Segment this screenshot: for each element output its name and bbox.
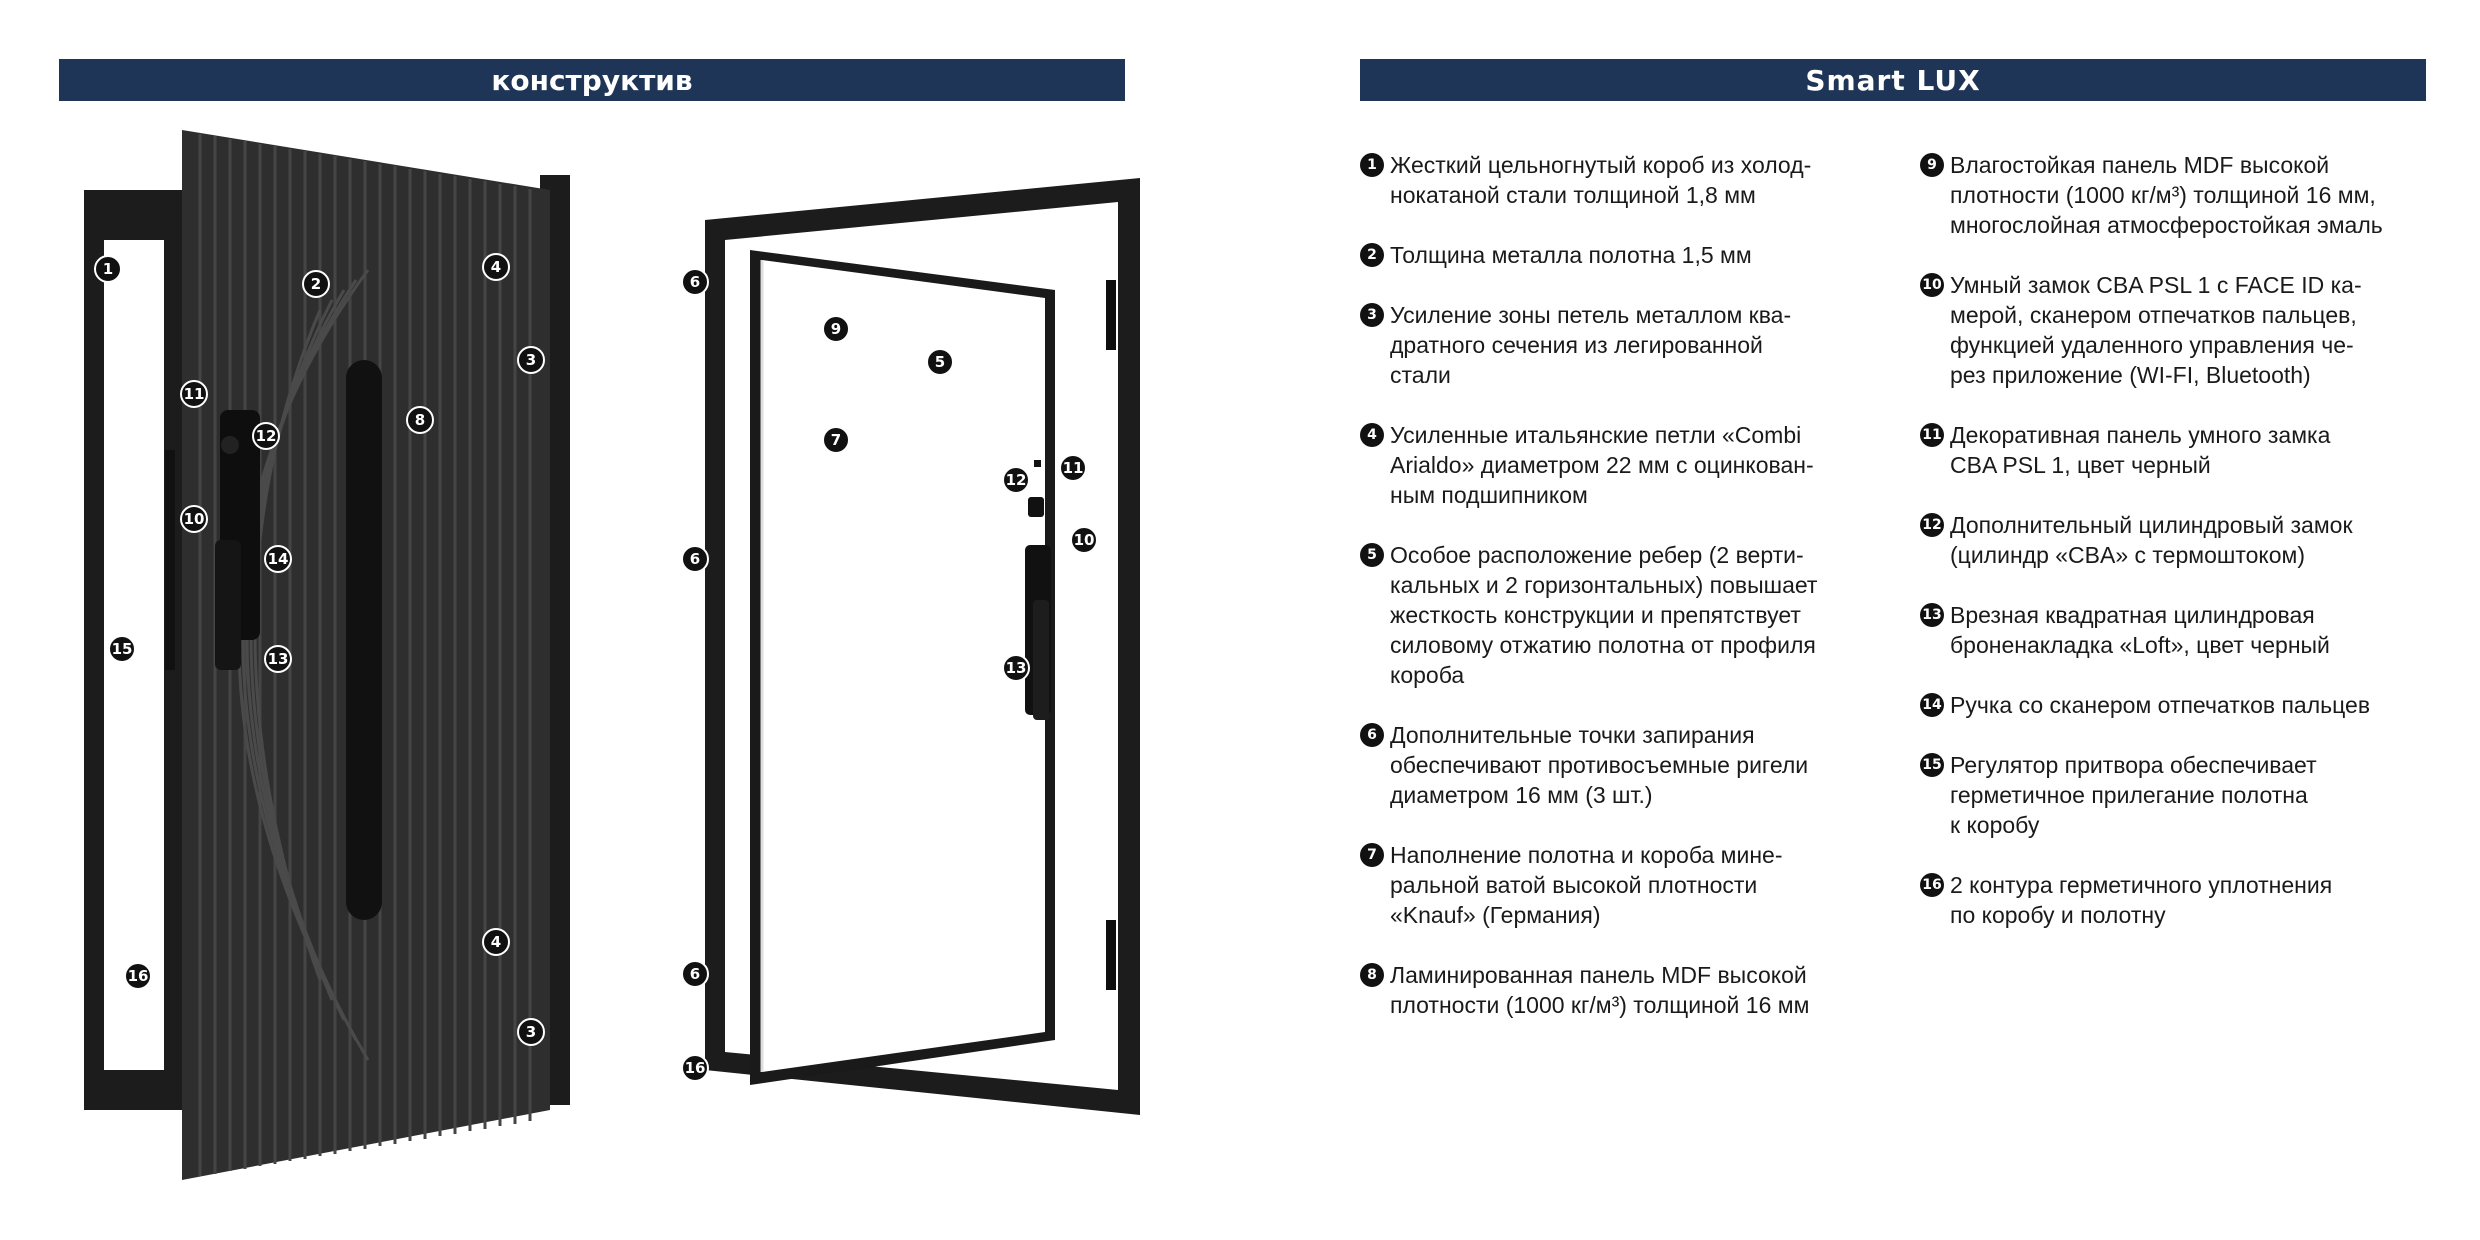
callout-13: 13 <box>1002 654 1030 682</box>
spec-number-badge: 15 <box>1920 753 1944 777</box>
callout-12: 12 <box>1002 466 1030 494</box>
door-interior-illustration <box>680 160 1170 1120</box>
spec-text: Регулятор притвора обеспечивает герметичное прилегание полотна к коробу <box>1950 752 2317 838</box>
callout-6-middle: 6 <box>681 545 709 573</box>
spec-item <box>1920 270 2440 390</box>
callout-7: 7 <box>822 426 850 454</box>
spec-text: Декоративная панель умного замка CBA PSL 1, цвет черный <box>1950 422 2331 478</box>
spec-item <box>1920 870 2440 930</box>
callout-4-top: 4 <box>482 253 510 281</box>
spec-text: 2 контура герметичного уплотнения по коробу и полотну <box>1950 872 2333 928</box>
spec-text: Влагостойкая панель MDF высокой плотности (1000 кг/м³) толщиной 16 мм, многослойная атмосферостойкая эмаль <box>1950 152 2383 238</box>
spec-text: Наполнение полотна и короба мине- ральной ватой высокой плотности «Knauf» (Германия) <box>1390 842 1783 928</box>
spec-item <box>1920 420 2440 480</box>
spec-item <box>1360 300 1860 390</box>
callout-11: 11 <box>180 380 208 408</box>
spec-number-badge: 8 <box>1360 963 1384 987</box>
callout-10: 10 <box>180 505 208 533</box>
spec-item <box>1920 600 2440 660</box>
callout-16: 16 <box>124 962 152 990</box>
right-section-header <box>1360 59 2426 101</box>
door-exterior-drawing <box>70 120 590 1200</box>
callout-11: 11 <box>1059 454 1087 482</box>
spec-number-badge: 7 <box>1360 843 1384 867</box>
spec-number-badge: 2 <box>1360 243 1384 267</box>
spec-item <box>1360 420 1860 510</box>
spec-item <box>1920 750 2440 840</box>
callout-16: 16 <box>681 1054 709 1082</box>
callout-5: 5 <box>926 348 954 376</box>
spec-item <box>1920 150 2440 240</box>
spec-number-badge: 5 <box>1360 543 1384 567</box>
spec-number-badge: 14 <box>1920 693 1944 717</box>
spec-number-badge: 3 <box>1360 303 1384 327</box>
left-section-header <box>59 59 1125 101</box>
callout-12: 12 <box>252 422 280 450</box>
spec-item <box>1920 690 2440 720</box>
spec-item <box>1360 960 1860 1020</box>
spec-item <box>1920 510 2440 570</box>
spec-text: Жесткий цельногнутый короб из холод- нокатаной стали толщиной 1,8 мм <box>1390 152 1812 208</box>
spec-number-badge: 4 <box>1360 423 1384 447</box>
callout-1: 1 <box>94 255 122 283</box>
spec-list-column-2 <box>1920 150 2440 960</box>
spec-item <box>1360 720 1860 810</box>
spec-number-badge: 1 <box>1360 153 1384 177</box>
callout-15: 15 <box>108 635 136 663</box>
spec-text: Толщина металла полотна 1,5 мм <box>1390 242 1752 268</box>
spec-item <box>1360 240 1860 270</box>
callout-6-bottom: 6 <box>681 960 709 988</box>
spec-number-badge: 9 <box>1920 153 1944 177</box>
left-header-text: конструктив <box>491 63 693 97</box>
spec-text: Дополнительный цилиндровый замок (цилиндр «CBA» с термоштоком) <box>1950 512 2353 568</box>
callout-9: 9 <box>822 315 850 343</box>
spec-item <box>1360 540 1860 690</box>
spec-text: Особое расположение ребер (2 верти- кальных и 2 горизонтальных) повышает жесткость конструкции и препятствует силовому отжатию полотна от профиля короба <box>1390 542 1818 688</box>
door-interior-drawing <box>680 160 1170 1120</box>
spec-number-badge: 10 <box>1920 273 1944 297</box>
spec-text: Усиленные итальянские петли «Combi Arialdo» диаметром 22 мм с оцинкован- ным подшипником <box>1390 422 1814 508</box>
spec-number-badge: 16 <box>1920 873 1944 897</box>
spec-text: Умный замок CBA PSL 1 с FACE ID ка- мерой, сканером отпечатков пальцев, функцией удаленного управления че- рез приложение (WI-FI, Bluetooth) <box>1950 272 2362 388</box>
callout-3-bottom: 3 <box>517 1018 545 1046</box>
spec-text: Усиление зоны петель металлом ква- дратного сечения из легированной стали <box>1390 302 1792 388</box>
callout-14: 14 <box>264 545 292 573</box>
spec-number-badge: 11 <box>1920 423 1944 447</box>
callout-3-top: 3 <box>517 346 545 374</box>
spec-number-badge: 13 <box>1920 603 1944 627</box>
callout-13: 13 <box>264 645 292 673</box>
spec-number-badge: 12 <box>1920 513 1944 537</box>
spec-text: Ручка со сканером отпечатков пальцев <box>1950 692 2371 718</box>
callout-10: 10 <box>1070 526 1098 554</box>
door-exterior-illustration <box>70 120 590 1200</box>
spec-item <box>1360 150 1860 210</box>
spec-text: Дополнительные точки запирания обеспечивают противосъемные ригели диаметром 16 мм (3 шт.) <box>1390 722 1809 808</box>
spec-list-column-1 <box>1360 150 1860 1050</box>
spec-text: Врезная квадратная цилиндровая броненакладка «Loft», цвет черный <box>1950 602 2330 658</box>
callout-4-bottom: 4 <box>482 928 510 956</box>
callout-6-top: 6 <box>681 268 709 296</box>
spec-text: Ламинированная панель MDF высокой плотности (1000 кг/м³) толщиной 16 мм <box>1390 962 1810 1018</box>
callout-2: 2 <box>302 270 330 298</box>
spec-number-badge: 6 <box>1360 723 1384 747</box>
callout-8: 8 <box>406 406 434 434</box>
right-header-text: Smart LUX <box>1805 63 1981 97</box>
spec-item <box>1360 840 1860 930</box>
